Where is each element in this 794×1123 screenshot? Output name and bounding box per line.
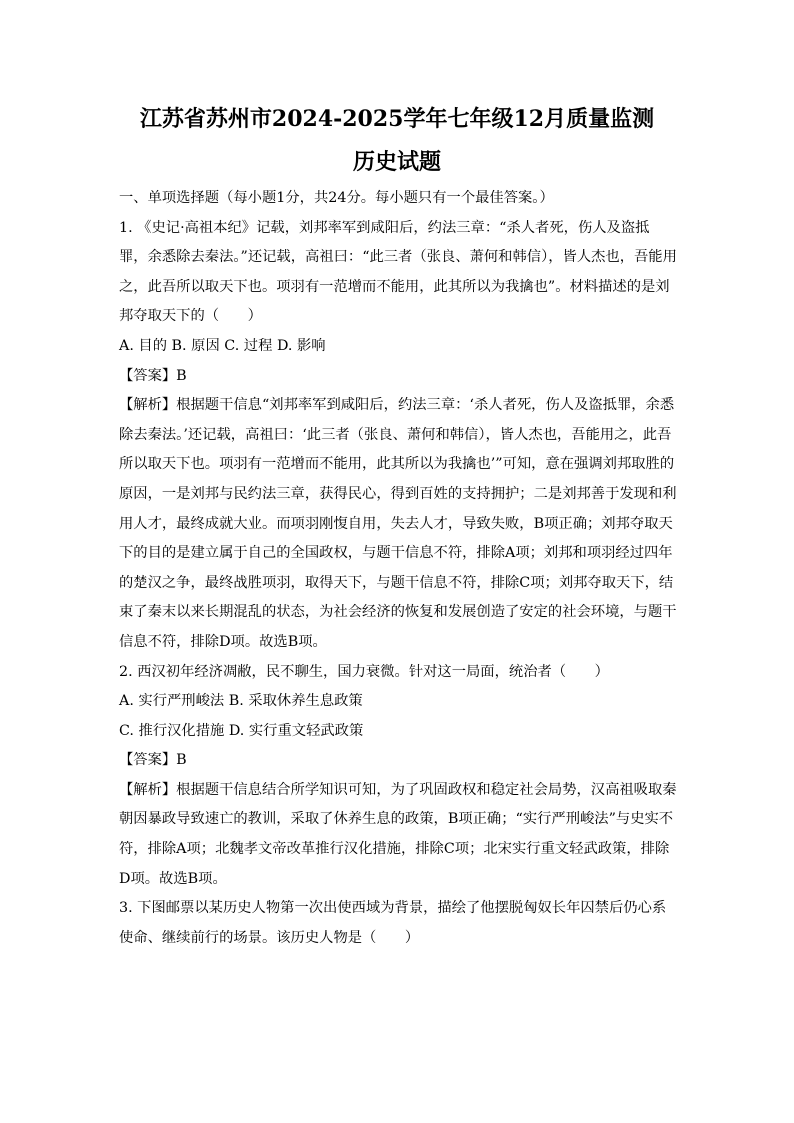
document-title: 江苏省苏州市2024-2025学年七年级12月质量监测 [139,106,655,132]
document-body [119,184,677,953]
question-3-stem: 3. 下图邮票以某历史人物第一次出使西域为背景，描绘了他摆脱匈奴长年囚禁后仍心系使命、继续前行的场景。该历史人物是（ ） [119,900,667,946]
question-2-answer: 【答案】B [119,752,187,769]
question-2-options-line-2: C. 推行汉化措施 D. 实行重文轻武政策 [119,722,364,739]
question-1-stem: 1. 《史记·高祖本纪》记载，刘邦率军到咸阳后，约法三章：“杀人者死，伤人及盗抵罪，余悉除去秦法。”还记载，高祖曰：“此三者（张良、萧何和韩信），皆人杰也，吾能用之，此吾所以取天下也。项羽有一范增而不能用，此其所以为我擒也”。材料描述的是刘邦夺取天下的（ ） [119,219,677,325]
document-subtitle: 历史试题 [352,149,441,175]
question-2-stem: 2. 西汉初年经济凋敝，民不聊生，国力衰微。针对这一局面，统治者（ ） [119,663,609,680]
question-1-options: A. 目的 B. 原因 C. 过程 D. 影响 [119,337,326,354]
question-1-answer: 【答案】B [119,367,187,384]
question-2-options-line-1: A. 实行严刑峻法 B. 采取休养生息政策 [119,693,363,710]
question-2-analysis: 【解析】根据题干信息结合所学知识可知，为了巩固政权和稳定社会局势，汉高祖吸取秦朝因暴政导致速亡的教训，采取了休养生息的政策，B项正确；“实行严刑峻法”与史实不符，排除A项；北魏孝文帝改革推行汉化措施，排除C项；北宋实行重文轻武政策，排除D项。故选B项。 [119,781,677,887]
section-heading: 一、单项选择题（每小题1分，共24分。每小题只有一个最佳答案。） [119,190,554,206]
question-1-analysis: 【解析】根据题干信息“刘邦率军到咸阳后，约法三章：‘杀人者死，伤人及盗抵罪，余悉除去秦法。’还记载，高祖曰：‘此三者（张良、萧何和韩信），皆人杰也，吾能用之，此吾所以取天下也。项羽有一范增而不能用，此其所以为我擒也’”可知，意在强调刘邦取胜的原因，一是刘邦与民约法三章，获得民心，得到百姓的支持拥护；二是刘邦善于发现和利用人才，最终成就大业。而项羽刚愎自用，失去人才，导致失败，B项正确；刘邦夺取天下的目的是建立属于自己的全国政权，与题干信息不符，排除A项；刘邦和项羽经过四年的楚汉之争，最终战胜项羽，取得天下，与题干信息不符，排除C项；刘邦夺取天下，结束了秦末以来长期混乱的状态，为社会经济的恢复和发展创造了安定的社会环境，与题干信息不符，排除D项。故选B项。 [119,397,677,650]
